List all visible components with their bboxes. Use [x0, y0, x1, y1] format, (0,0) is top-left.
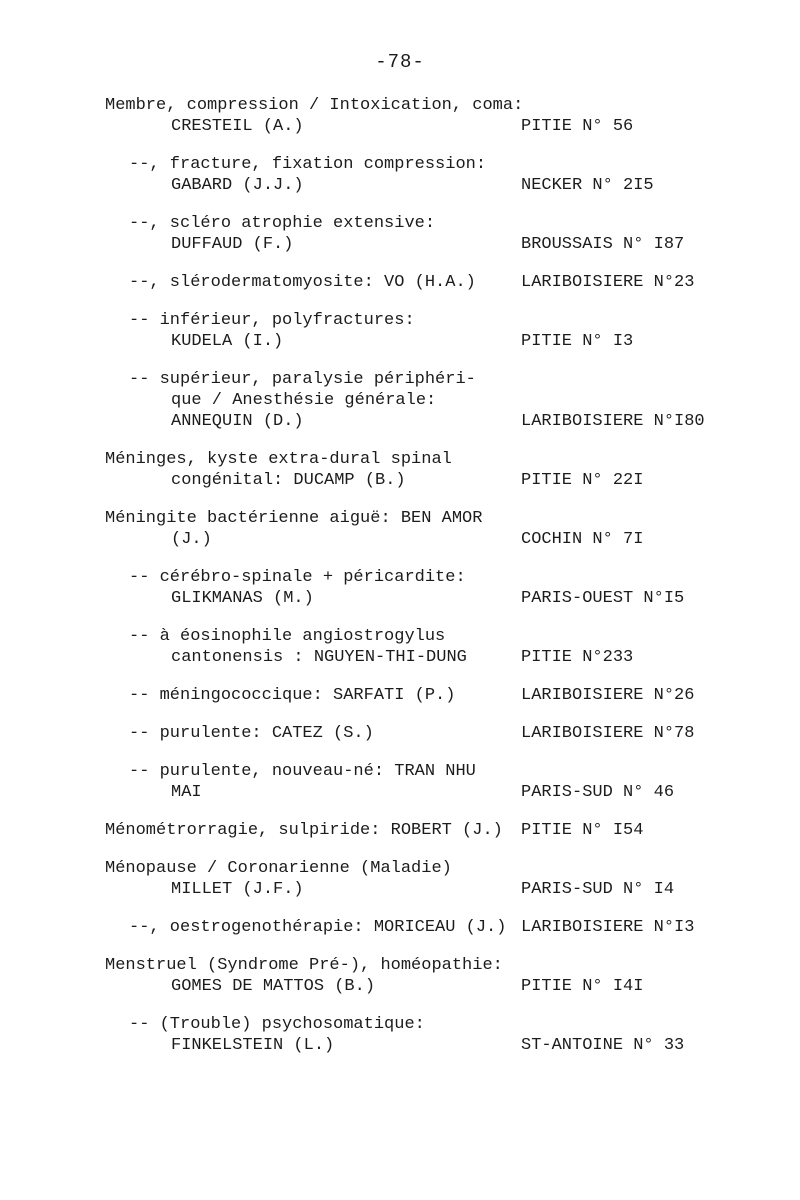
entry-text: (J.) — [171, 530, 212, 549]
entry-heading-line — [105, 449, 745, 470]
entry-text: -- à éosinophile angiostrogylus — [129, 627, 446, 646]
entry-text: GOMES DE MATTOS (B.) — [171, 977, 376, 996]
entry-text: Membre, compression / Intoxication, coma: — [105, 96, 524, 115]
index-entry — [105, 723, 745, 744]
entry-text: GABARD (J.J.) — [171, 176, 304, 195]
entry-text: -- méningococcique: SARFATI (P.) — [129, 686, 456, 705]
entry-text: que / Anesthésie générale: — [171, 391, 437, 410]
entry-continuation-line — [105, 390, 745, 411]
entry-text: -- (Trouble) psychosomatique: — [129, 1015, 425, 1034]
entry-continuation-line — [105, 411, 745, 432]
index-entry — [105, 567, 745, 609]
hospital-reference: PITIE N° 22I — [521, 471, 644, 490]
entry-heading-line — [105, 820, 745, 841]
hospital-reference: PITIE N° I54 — [521, 821, 644, 840]
index-entry — [105, 310, 745, 352]
hospital-reference: PARIS-OUEST N°I5 — [521, 589, 685, 608]
hospital-reference: PARIS-SUD N° I4 — [521, 880, 675, 899]
entry-continuation-line — [105, 976, 745, 997]
index-entry — [105, 820, 745, 841]
entry-text: -- cérébro-spinale + péricardite: — [129, 568, 466, 587]
entry-text: MAI — [171, 783, 202, 802]
entry-text: FINKELSTEIN (L.) — [171, 1036, 335, 1055]
index-entry — [105, 213, 745, 255]
entry-continuation-line — [105, 175, 745, 196]
entry-heading-line — [105, 955, 745, 976]
entry-continuation-line — [105, 879, 745, 900]
entry-text: MILLET (J.F.) — [171, 880, 304, 899]
entry-text: -- purulente, nouveau-né: TRAN NHU — [129, 762, 476, 781]
entry-text: -- supérieur, paralysie périphéri- — [129, 370, 476, 389]
index-entry — [105, 1014, 745, 1056]
entry-heading-line — [105, 154, 745, 175]
page-number: -78- — [375, 51, 425, 73]
entry-heading-line — [105, 917, 745, 938]
hospital-reference: COCHIN N° 7I — [521, 530, 644, 549]
hospital-reference: LARIBOISIERE N°78 — [521, 724, 695, 743]
hospital-reference: LARIBOISIERE N°I80 — [521, 412, 705, 431]
hospital-reference: LARIBOISIERE N°I3 — [521, 918, 695, 937]
hospital-reference: PITIE N°233 — [521, 648, 634, 667]
hospital-reference: PITIE N° I4I — [521, 977, 644, 996]
entry-text: GLIKMANAS (M.) — [171, 589, 314, 608]
entry-heading-line — [105, 213, 745, 234]
entry-heading-line — [105, 626, 745, 647]
index-entry — [105, 955, 745, 997]
entry-heading-line — [105, 761, 745, 782]
entry-continuation-line — [105, 331, 745, 352]
entry-continuation-line — [105, 234, 745, 255]
entry-text: Méninges, kyste extra-dural spinal — [105, 450, 452, 469]
entry-text: -- purulente: CATEZ (S.) — [129, 724, 374, 743]
hospital-reference: PARIS-SUD N° 46 — [521, 783, 675, 802]
entry-text: -- inférieur, polyfractures: — [129, 311, 415, 330]
entry-continuation-line — [105, 116, 745, 137]
entry-continuation-line — [105, 1035, 745, 1056]
entry-heading-line — [105, 858, 745, 879]
entry-continuation-line — [105, 647, 745, 668]
entry-text: --, oestrogenothérapie: MORICEAU (J.) — [129, 918, 507, 937]
index-entry — [105, 369, 745, 432]
entry-heading-line — [105, 272, 745, 293]
entry-text: --, slérodermatomyosite: VO (H.A.) — [129, 273, 476, 292]
hospital-reference: BROUSSAIS N° I87 — [521, 235, 685, 254]
entry-text: KUDELA (I.) — [171, 332, 284, 351]
entry-text: --, fracture, fixation compression: — [129, 155, 487, 174]
index-entry — [105, 508, 745, 550]
entry-text: DUFFAUD (F.) — [171, 235, 294, 254]
entry-text: CRESTEIL (A.) — [171, 117, 304, 136]
index-entries — [105, 95, 745, 1073]
entry-text: Menstruel (Syndrome Pré-), homéopathie: — [105, 956, 503, 975]
index-entry — [105, 685, 745, 706]
entry-continuation-line — [105, 470, 745, 491]
hospital-reference: NECKER N° 2I5 — [521, 176, 654, 195]
index-entry — [105, 154, 745, 196]
index-entry — [105, 761, 745, 803]
entry-text: --, scléro atrophie extensive: — [129, 214, 436, 233]
index-entry — [105, 272, 745, 293]
entry-heading-line — [105, 95, 745, 116]
entry-heading-line — [105, 685, 745, 706]
entry-heading-line — [105, 567, 745, 588]
entry-heading-line — [105, 508, 745, 529]
entry-text: congénital: DUCAMP (B.) — [171, 471, 406, 490]
index-entry — [105, 858, 745, 900]
hospital-reference: ST-ANTOINE N° 33 — [521, 1036, 685, 1055]
entry-heading-line — [105, 310, 745, 331]
index-entry — [105, 449, 745, 491]
entry-text: Ménopause / Coronarienne (Maladie) — [105, 859, 452, 878]
entry-heading-line — [105, 369, 745, 390]
entry-text: Méningite bactérienne aiguë: BEN AMOR — [105, 509, 483, 528]
hospital-reference: LARIBOISIERE N°26 — [521, 686, 695, 705]
entry-text: Ménométrorragie, sulpiride: ROBERT (J.) — [105, 821, 503, 840]
entry-continuation-line — [105, 588, 745, 609]
entry-heading-line — [105, 723, 745, 744]
index-entry — [105, 917, 745, 938]
hospital-reference: PITIE N° 56 — [521, 117, 634, 136]
entry-text: cantonensis : NGUYEN-THI-DUNG — [171, 648, 467, 667]
index-entry — [105, 626, 745, 668]
entry-text: ANNEQUIN (D.) — [171, 412, 304, 431]
index-entry — [105, 95, 745, 137]
entry-continuation-line — [105, 782, 745, 803]
hospital-reference: PITIE N° I3 — [521, 332, 634, 351]
entry-heading-line — [105, 1014, 745, 1035]
hospital-reference: LARIBOISIERE N°23 — [521, 273, 695, 292]
entry-continuation-line — [105, 529, 745, 550]
